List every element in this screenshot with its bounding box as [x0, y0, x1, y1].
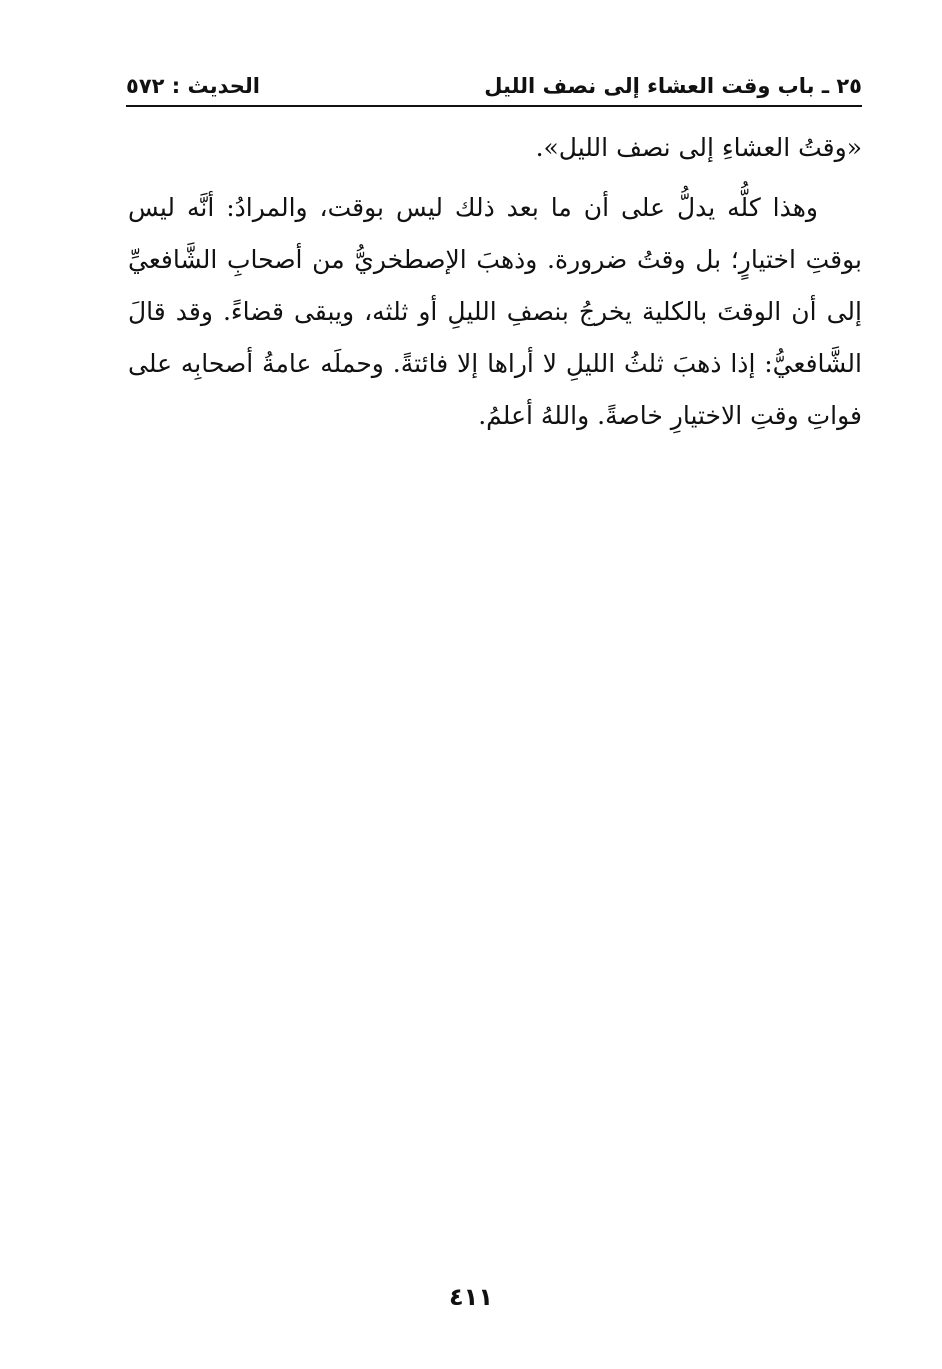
hadith-reference: الحديث : ٥٧٢ [126, 74, 260, 98]
chapter-title: ٢٥ ـ باب وقت العشاء إلى نصف الليل [484, 74, 862, 98]
header-rule [126, 105, 862, 107]
running-header [126, 66, 862, 106]
body-text [128, 122, 862, 442]
quoted-line: «وقتُ العشاءِ إلى نصف الليل». [535, 133, 862, 162]
page-number: ٤١١ [449, 1283, 493, 1311]
commentary-paragraph: وهذا كلُّه يدلُّ على أن ما بعد ذلك ليس بوقت، والمرادُ: أنَّه ليس بوقتِ اختيارٍ؛ بل وقتُ ضرورة. وذهبَ الإصطخريُّ من أصحابِ الشَّافعيِّ إلى أن الوقتَ بالكلية يخرجُ بنصفِ الليلِ أو ثلثه، ويبقى قضاءً. وقد قالَ الشَّافعيُّ: إذا ذهبَ ثلثُ الليلِ لا أراها إلا فائتةً. وحملَه عامةُ أصحابِه على فواتِ وقتِ الاختيارِ خاصةً. واللهُ أعلمُ. [128, 193, 862, 430]
